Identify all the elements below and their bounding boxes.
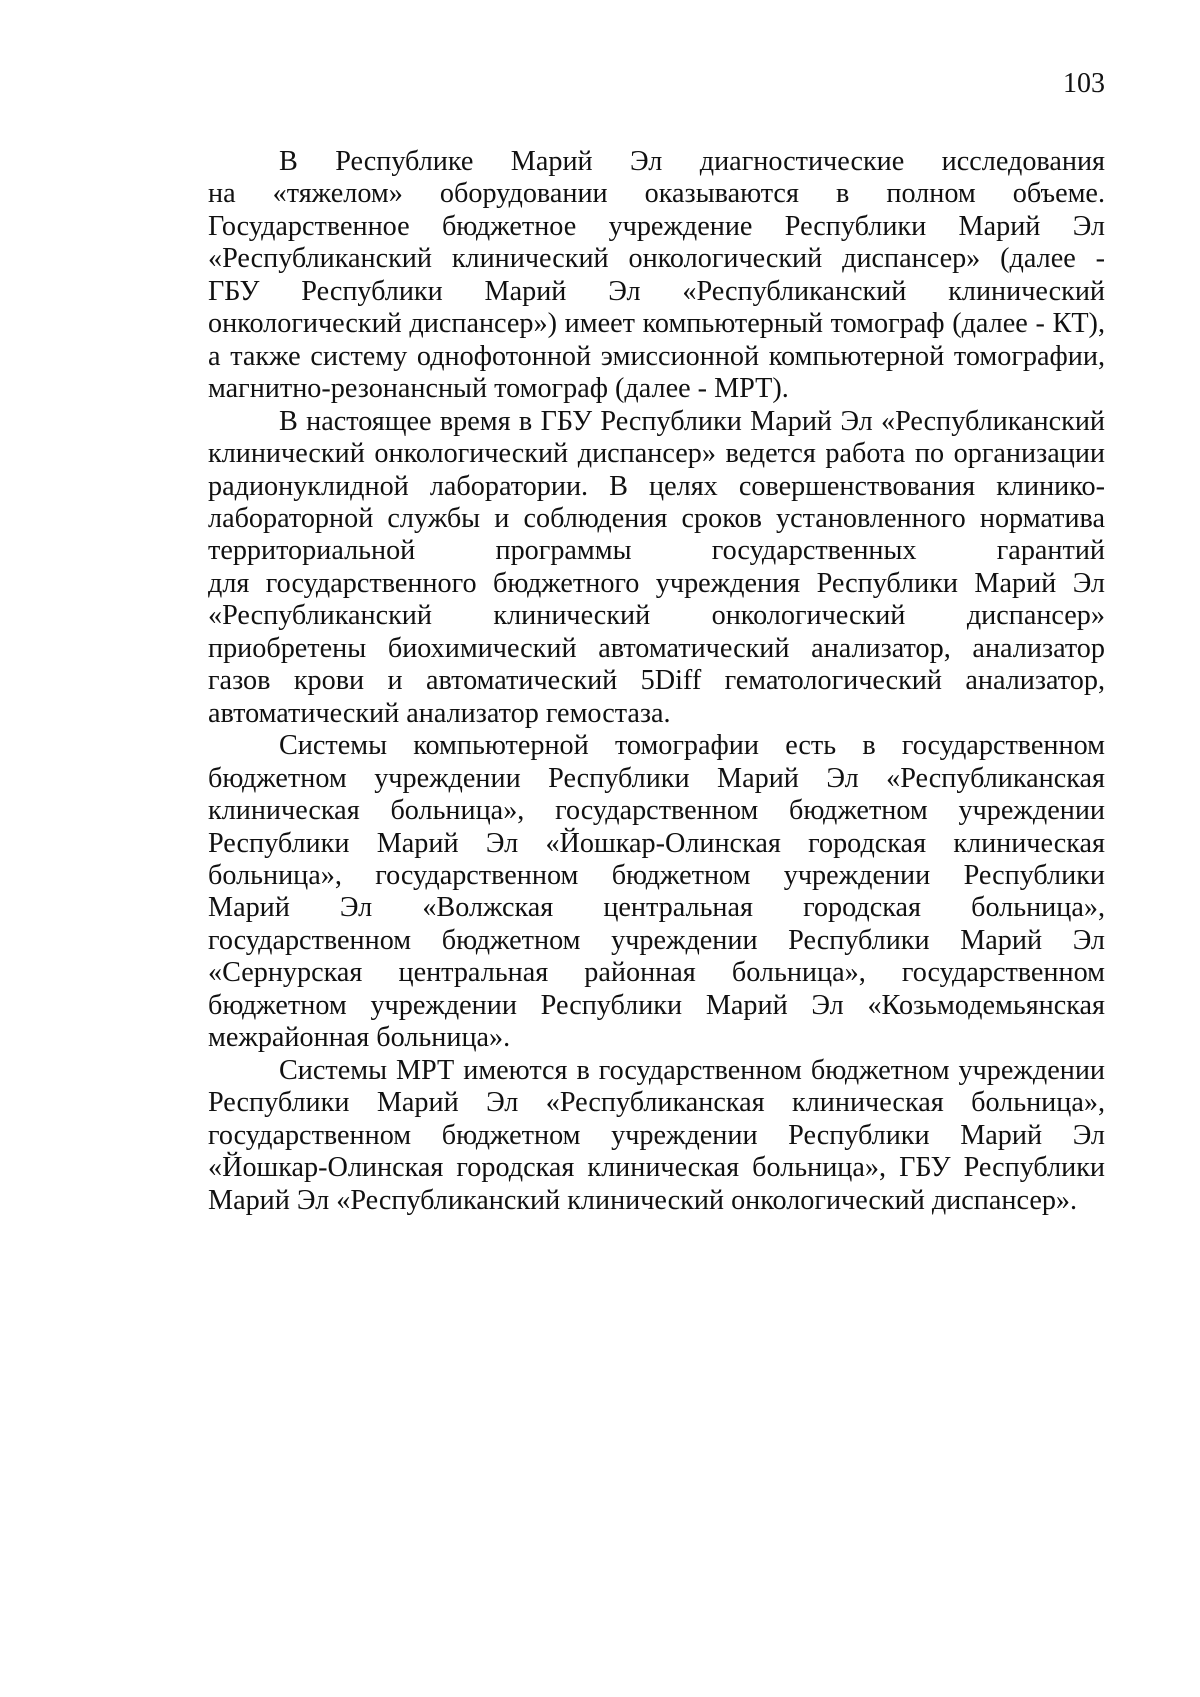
paragraph-radionuclide-laboratory [208, 406, 1105, 731]
paragraph-line: лабораторной службы и соблюдения сроков установленного норматива [208, 502, 1105, 534]
paragraph-line: «Йошкар-Олинская городская клиническая больница», ГБУ Республики [208, 1152, 1105, 1184]
paragraph-line: а также систему однофотонной эмиссионной компьютерной томографии, [208, 340, 1105, 372]
paragraph-line: «Сернурская центральная районная больница», государственном [208, 957, 1105, 989]
paragraph-heavy-equipment-diagnostics [208, 146, 1105, 406]
paragraph-line: Марий Эл «Республиканский клинический онкологический диспансер». [208, 1184, 1078, 1216]
paragraph-line: бюджетном учреждении Республики Марий Эл «Республиканская [208, 762, 1105, 794]
paragraph-line: Республики Марий Эл «Республиканская клиническая больница», [208, 1087, 1105, 1119]
paragraph-line: онкологический диспансер») имеет компьютерный томограф (далее - КТ), [208, 308, 1105, 340]
paragraph-line: магнитно-резонансный томограф (далее - МРТ). [208, 373, 789, 405]
paragraph-line: приобретены биохимический автоматический анализатор, анализатор [208, 632, 1105, 664]
paragraph-mri-systems [208, 1055, 1105, 1217]
paragraph-line: Марий Эл «Волжская центральная городская больница», [208, 892, 1105, 924]
paragraph-line: Республики Марий Эл «Йошкар-Олинская городская клиническая [208, 827, 1105, 859]
paragraph-line: В Республике Марий Эл диагностические исследования [279, 146, 1105, 177]
paragraph-line: клинический онкологический диспансер» ведется работа по организации [208, 438, 1105, 470]
paragraph-line: В настоящее время в ГБУ Республики Марий Эл «Республиканский [279, 405, 1105, 437]
paragraph-line: Государственное бюджетное учреждение Республики Марий Эл [208, 210, 1105, 242]
paragraph-line: Системы компьютерной томографии есть в государственном [279, 730, 1105, 762]
paragraph-ct-systems [208, 730, 1105, 1055]
paragraph-line: Системы МРТ имеются в государственном бюджетном учреждении [279, 1054, 1105, 1086]
paragraph-line: радионуклидной лаборатории. В целях совершенствования клинико- [208, 470, 1105, 502]
document-body [208, 146, 1105, 1217]
paragraph-line: «Республиканский клинический онкологический диспансер» (далее - [208, 243, 1105, 275]
page-number: 103 [1063, 68, 1105, 99]
paragraph-line: для государственного бюджетного учреждения Республики Марий Эл [208, 567, 1105, 599]
paragraph-line: клиническая больница», государственном бюджетном учреждении [208, 795, 1105, 827]
paragraph-line: ГБУ Республики Марий Эл «Республиканский клинический [208, 275, 1105, 307]
paragraph-line: бюджетном учреждении Республики Марий Эл «Козьмодемьянская [208, 989, 1105, 1021]
paragraph-line: территориальной программы государственных гарантий [208, 535, 1105, 567]
paragraph-line: автоматический анализатор гемостаза. [208, 697, 671, 729]
paragraph-line: «Республиканский клинический онкологический диспансер» [208, 600, 1105, 632]
paragraph-line: газов крови и автоматический 5Diff гематологический анализатор, [208, 665, 1105, 697]
paragraph-line: больница», государственном бюджетном учреждении Республики [208, 859, 1105, 891]
paragraph-line: межрайонная больница». [208, 1022, 511, 1054]
paragraph-line: государственном бюджетном учреждении Республики Марий Эл [208, 1119, 1105, 1151]
paragraph-line: государственном бюджетном учреждении Республики Марий Эл [208, 924, 1105, 956]
paragraph-line: на «тяжелом» оборудовании оказываются в полном объеме. [208, 178, 1105, 210]
